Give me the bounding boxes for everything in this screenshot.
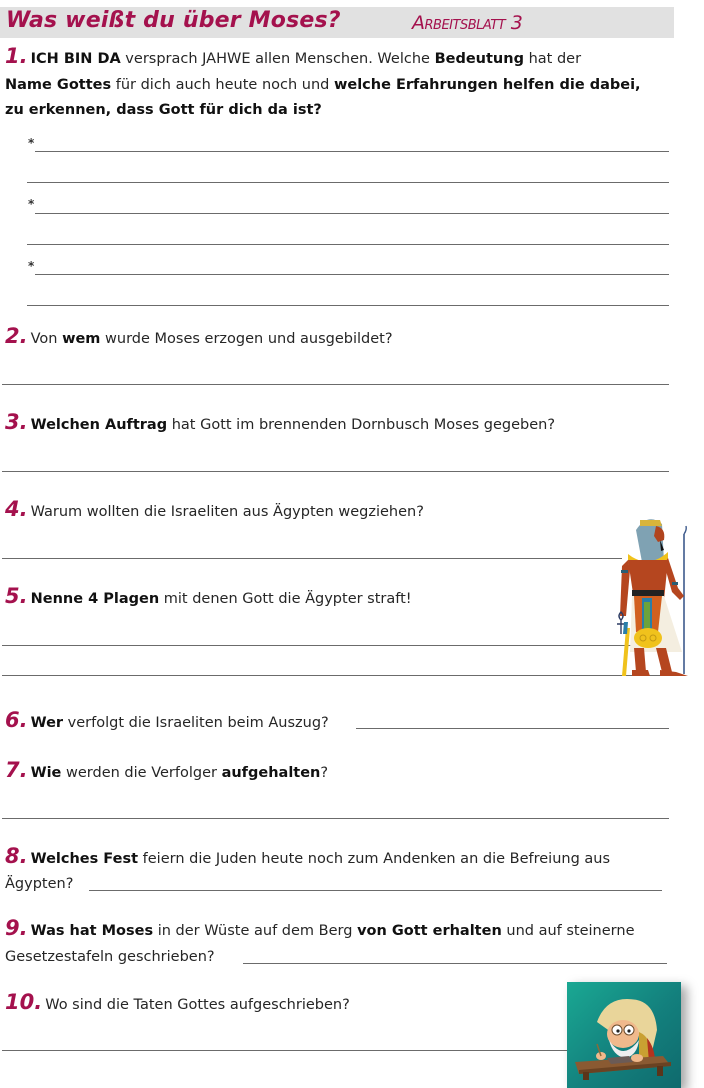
text: ?: [320, 765, 329, 781]
answer-line-1b[interactable]: [27, 182, 669, 183]
question-1-line-2: [5, 71, 641, 99]
text-bold: Welches Fest: [30, 851, 139, 867]
text: in der Wüste auf dem Berg: [153, 923, 358, 939]
text: für dich auch heute noch und: [111, 77, 334, 93]
text-bold: Nenne 4 Plagen: [30, 591, 160, 607]
text-bold: von Gott erhalten: [357, 923, 502, 939]
question-number: 3.: [5, 410, 28, 434]
question-number: 1.: [5, 44, 28, 68]
text-bold: welche Erfahrungen helfen die dabei,: [333, 77, 641, 93]
question-number: 7.: [5, 758, 28, 782]
question-number: 4.: [5, 497, 28, 521]
text: verfolgt die Israeliten beim Auszug?: [63, 715, 329, 731]
moses-figure-icon: [567, 982, 681, 1088]
worksheet-header: [0, 7, 674, 38]
answer-line-1e[interactable]: [35, 274, 669, 275]
answer-line-1d[interactable]: [27, 244, 669, 245]
question-4: [5, 495, 424, 526]
answer-line-1c[interactable]: [35, 213, 669, 214]
question-3: [5, 408, 555, 439]
text-bold: aufgehalten: [221, 765, 321, 781]
text-bold: Welchen Auftrag: [30, 417, 168, 433]
answer-line-7[interactable]: [2, 818, 669, 819]
pharaoh-illustration: [612, 512, 694, 678]
text: hat Gott im brennenden Dornbusch Moses gegeben?: [167, 417, 556, 433]
text-bold: Wie: [30, 765, 62, 781]
question-8-line-1: [5, 842, 610, 873]
question-5: [5, 582, 412, 613]
answer-line-5b[interactable]: [2, 675, 669, 676]
text-bold: Wer: [30, 715, 64, 731]
question-6: [5, 706, 329, 737]
text: versprach JAHWE allen Menschen. Welche: [120, 51, 435, 67]
text: wurde Moses erzogen und ausgebildet?: [100, 331, 393, 347]
text: Ägypten?: [5, 876, 74, 892]
text: Von: [30, 331, 63, 347]
moses-writing-illustration: [567, 982, 681, 1088]
question-9-line-2: [5, 943, 215, 971]
text-bold: ICH BIN DA: [30, 51, 121, 67]
question-10: [5, 988, 350, 1019]
question-number: 5.: [5, 584, 28, 608]
question-7: [5, 756, 328, 787]
question-9-line-1: [5, 914, 635, 945]
answer-line-1f[interactable]: [27, 305, 669, 306]
question-number: 10.: [5, 990, 43, 1014]
text-bold: Name Gottes: [5, 77, 112, 93]
answer-line-10[interactable]: [2, 1050, 572, 1051]
bullet-star: *: [28, 259, 35, 273]
text-bold: Bedeutung: [434, 51, 524, 67]
question-8-line-2: [5, 870, 73, 898]
text-bold: wem: [62, 331, 101, 347]
text: werden die Verfolger: [61, 765, 222, 781]
worksheet-subtitle: Arbeitsblatt 3: [412, 12, 523, 34]
answer-line-8[interactable]: [89, 890, 662, 891]
page-title: Was weißt du über Moses?: [6, 8, 341, 33]
text: Warum wollten die Israeliten aus Ägypten wegziehen?: [30, 504, 424, 520]
text: feiern die Juden heute noch zum Andenken an die Befreiung aus: [138, 851, 611, 867]
answer-line-1a[interactable]: [35, 151, 669, 152]
answer-line-3[interactable]: [2, 471, 669, 472]
answer-line-5a[interactable]: [2, 645, 669, 646]
text: Gesetzestafeln geschrieben?: [5, 949, 215, 965]
question-number: 8.: [5, 844, 28, 868]
question-number: 2.: [5, 324, 28, 348]
answer-line-2[interactable]: [2, 384, 669, 385]
question-1-line-1: [5, 42, 581, 73]
text: mit denen Gott die Ägypter straft!: [159, 591, 412, 607]
question-number: 6.: [5, 708, 28, 732]
text-bold: Was hat Moses: [30, 923, 154, 939]
bullet-star: *: [28, 136, 35, 150]
text-bold: zu erkennen, dass Gott für dich da ist?: [5, 102, 322, 118]
question-1-line-3: [5, 96, 322, 124]
text: hat der: [523, 51, 582, 67]
answer-line-6[interactable]: [356, 728, 669, 729]
bullet-star: *: [28, 197, 35, 211]
answer-line-9[interactable]: [243, 963, 667, 964]
text: Wo sind die Taten Gottes aufgeschrieben?: [45, 997, 350, 1013]
answer-line-4[interactable]: [2, 558, 622, 559]
text: und auf steinerne: [501, 923, 635, 939]
question-number: 9.: [5, 916, 28, 940]
question-2: [5, 322, 393, 353]
